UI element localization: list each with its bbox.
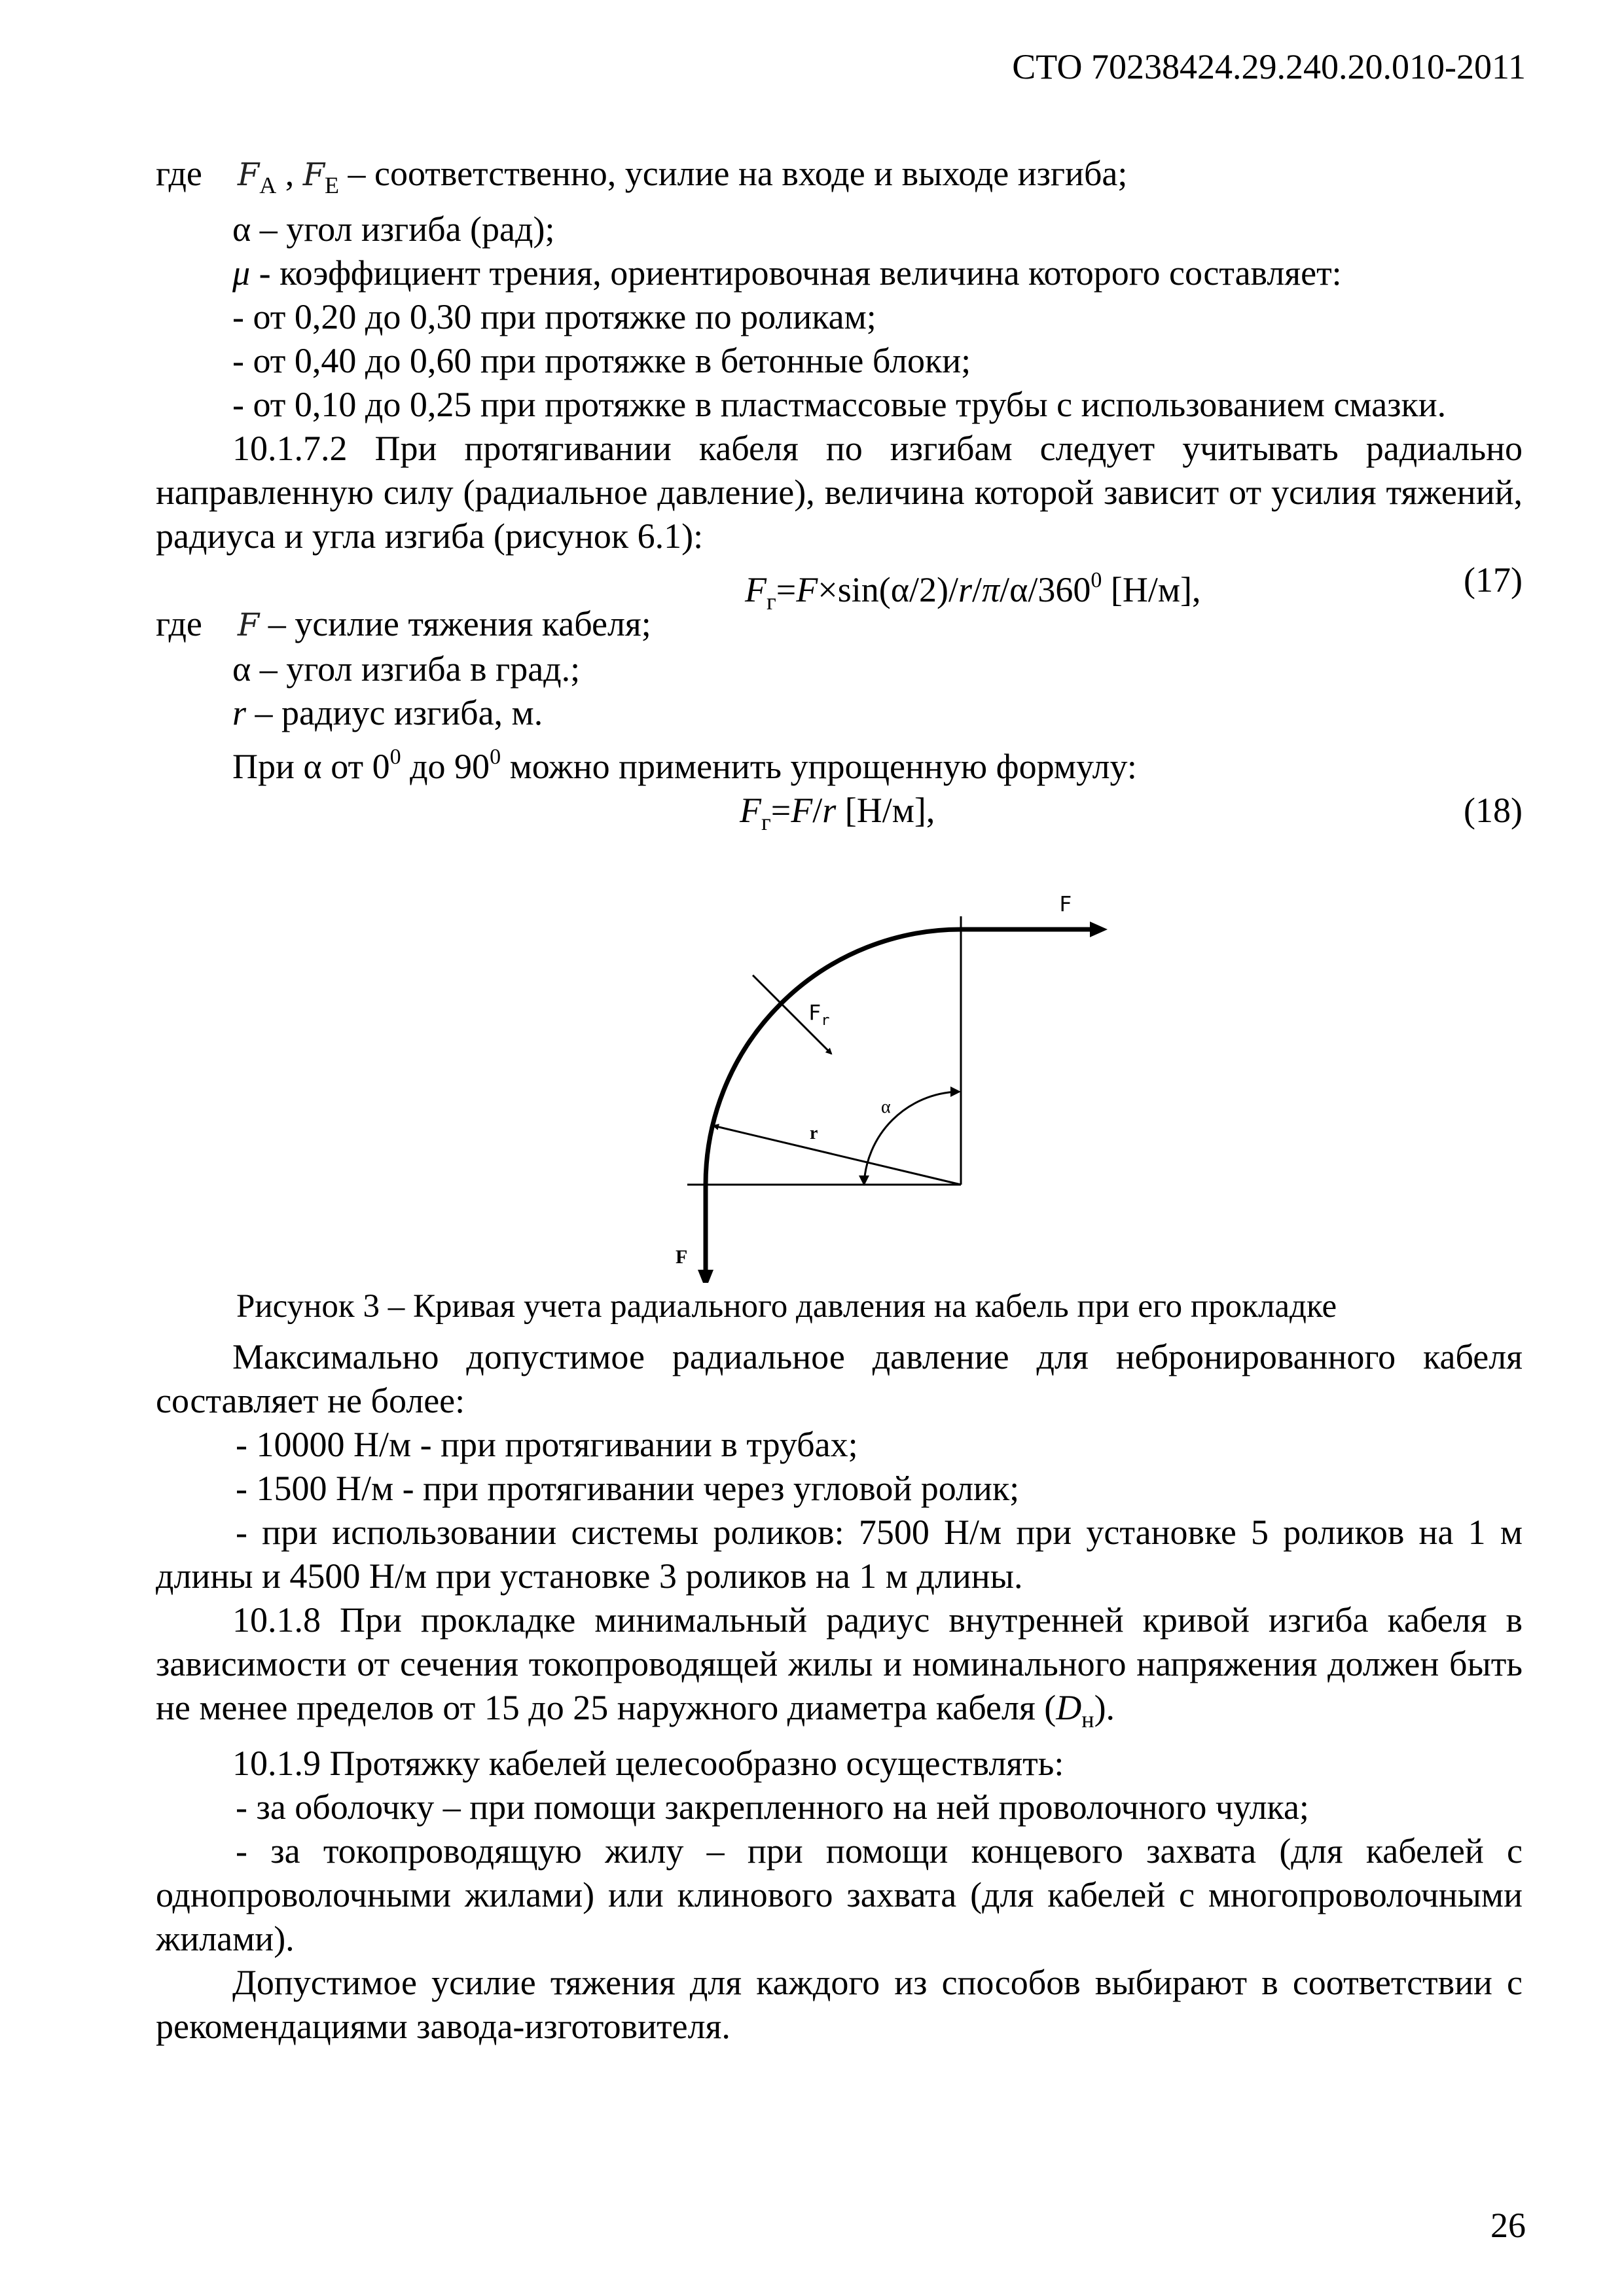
formula-18-expression <box>740 789 935 844</box>
where-label: где <box>156 604 202 643</box>
formula-subscript: г <box>767 588 776 615</box>
definition-text: – усилие тяжения кабеля; <box>259 604 651 643</box>
formula-18 <box>156 789 1523 833</box>
paragraph-10-1-9: 10.1.9 Протяжку кабелей целесообразно осуществлять: <box>232 1744 1064 1783</box>
formula-17-number: (17) <box>1464 560 1523 600</box>
text-part: При α от 0 <box>232 747 390 786</box>
subscript-n: н <box>1081 1706 1094 1732</box>
definition-text: - коэффициент трения, ориентировочная величина которого составляет: <box>250 253 1342 293</box>
symbol-d: D <box>1056 1688 1082 1727</box>
where-fa-fe <box>156 152 1523 207</box>
angle-alpha-arc <box>864 1092 957 1185</box>
superscript: 0 <box>389 745 401 769</box>
label-fr-main: F <box>808 1000 821 1025</box>
symbol-mu: μ <box>232 253 251 293</box>
formula-symbol: r <box>822 791 837 830</box>
formula-part: [Н/м], <box>1102 570 1201 609</box>
text-part: до 90 <box>401 747 490 786</box>
formula-symbol: F <box>740 791 761 830</box>
mu-item-1: - от 0,20 до 0,30 при протяжке по роликам; <box>232 297 876 336</box>
paragraph-10-1-8 <box>156 1598 1523 1742</box>
label-alpha: α <box>881 1097 891 1117</box>
max-pressure-item-3: - при использовании системы роликов: 7500 Н/м при установке 5 роликов на 1 м длины и 4500 Н/м при установке 3 роликов на 1 м длины. <box>156 1513 1523 1596</box>
subscript-a: А <box>259 172 277 198</box>
r-definition <box>156 691 1523 735</box>
text-part: 10.1.8 При прокладке минимальный радиус внутренней кривой изгиба кабеля в зависимости от сечения токопроводящей жилы и номинального напряжения должен быть не менее пределов от 15 до 25 наружного диаметра кабеля ( <box>156 1600 1523 1727</box>
text-block-bottom <box>156 1335 1523 2049</box>
mu-definition <box>156 251 1523 295</box>
pull-force-arrowhead-top <box>1090 922 1108 937</box>
simplified-formula-intro <box>156 735 1523 789</box>
text-block-top <box>156 152 1523 833</box>
radius-line <box>713 1126 961 1185</box>
formula-symbol: F <box>791 791 813 830</box>
formula-part: = <box>770 791 791 830</box>
formula-subscript: г <box>761 809 771 835</box>
pulling-item-2: - за токопроводящую жилу – при помощи концевого захвата (для кабелей с однопроволочными жилами) или клинового захвата (для кабелей с многопроволочными жилами). <box>156 1831 1523 1958</box>
symbol-f: F <box>302 156 325 193</box>
formula-part: / <box>971 570 982 609</box>
label-r: r <box>810 1123 818 1143</box>
symbol-f: F <box>237 156 260 193</box>
document-code-header: СТО 70238424.29.240.20.010-2011 <box>1012 47 1526 86</box>
separator: , <box>276 154 303 193</box>
cable-bend-arc <box>706 929 961 1185</box>
text-part: можно применить упрощенную формулу: <box>501 747 1137 786</box>
angle-alpha-arrowhead-top <box>950 1086 961 1097</box>
formula-symbol: F <box>745 570 767 609</box>
paragraph-10-1-7-2: 10.1.7.2 При протягивании кабеля по изгибам следует учитывать радиально направленную силу (радиальное давление), величина которой зависит от усилия тяжений, радиуса и угла изгиба (рисунок 6.1): <box>156 429 1523 556</box>
label-f-top: F <box>1059 891 1072 916</box>
label-fr <box>808 1000 830 1029</box>
max-pressure-item-2: - 1500 Н/м - при протягивании через угловой ролик; <box>236 1469 1020 1508</box>
mu-item-2: - от 0,40 до 0,60 при протяжке в бетонные блоки; <box>232 341 971 380</box>
superscript: 0 <box>490 745 501 769</box>
formula-superscript: 0 <box>1091 568 1102 592</box>
formula-symbol: F <box>796 570 818 609</box>
formula-part: [Н/м], <box>836 791 935 830</box>
formula-17-expression <box>745 558 1201 624</box>
figure-bend-curve <box>0 877 1624 1283</box>
formula-17 <box>156 558 1523 615</box>
where-label: где <box>156 154 202 193</box>
formula-part: ×sin(α/2)/ <box>818 570 958 609</box>
pulling-item-1: - за оболочку – при помощи закрепленного на ней проволочного чулка; <box>236 1787 1309 1827</box>
subscript-e: Е <box>325 172 340 198</box>
symbol-f: F <box>237 607 260 643</box>
formula-18-number: (18) <box>1464 791 1523 830</box>
definition-text: – соответственно, усилие на входе и выходе изгиба; <box>339 154 1128 193</box>
alpha-deg-definition: α – угол изгиба в град.; <box>232 649 581 689</box>
max-pressure-intro: Максимально допустимое радиальное давление для небронированного кабеля составляет не более: <box>156 1337 1523 1420</box>
formula-part: = <box>776 570 797 609</box>
label-f-bottom: F <box>676 1246 688 1268</box>
formula-part: / <box>812 791 823 830</box>
label-fr-subscript: r <box>821 1013 830 1029</box>
formula-symbol: π <box>982 570 1000 609</box>
pull-force-arrowhead-bottom <box>698 1270 713 1283</box>
final-paragraph: Допустимое усилие тяжения для каждого из способов выбирают в соответствии с рекомендациями завода-изготовителя. <box>156 1963 1523 2046</box>
mu-item-3: - от 0,10 до 0,25 при протяжке в пластмассовые трубы с использованием смазки. <box>232 385 1447 424</box>
max-pressure-item-1: - 10000 Н/м - при протягивании в трубах; <box>236 1425 858 1464</box>
alpha-rad-definition: α – угол изгиба (рад); <box>232 209 555 249</box>
formula-symbol: r <box>958 570 972 609</box>
symbol-r: r <box>232 693 247 732</box>
formula-part: /α/360 <box>1000 570 1091 609</box>
figure-caption: Рисунок 3 – Кривая учета радиального давления на кабель при его прокладке <box>236 1288 1337 1325</box>
text-part: ). <box>1094 1688 1115 1727</box>
page-number: 26 <box>1490 2206 1526 2245</box>
definition-text: – радиус изгиба, м. <box>246 693 543 732</box>
